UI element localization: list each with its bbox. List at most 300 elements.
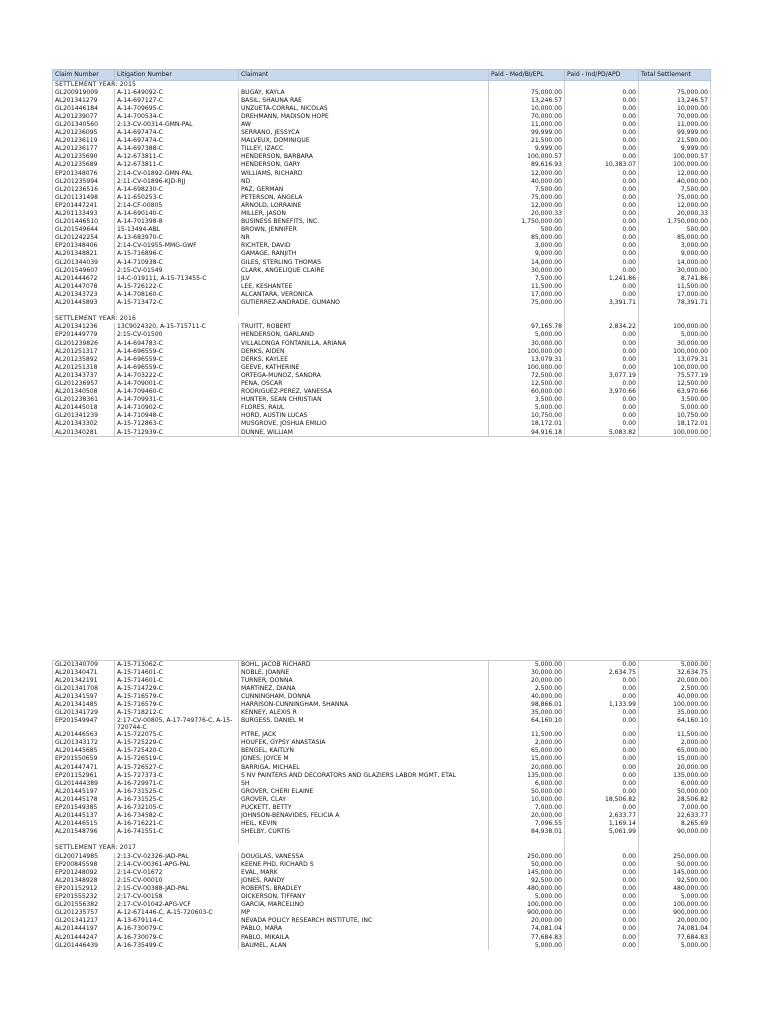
empty-cell bbox=[565, 844, 639, 852]
cell-litigation-number: A-15-716579-C bbox=[115, 693, 239, 701]
cell-paid-ind: 0.00 bbox=[565, 250, 639, 258]
cell-litigation-number: A-15-725229-C bbox=[115, 739, 239, 747]
cell-litigation-number: A-15-714729-C bbox=[115, 685, 239, 693]
cell-paid-ind: 0.00 bbox=[565, 226, 639, 234]
cell-claimant: TILLEY, IZACC bbox=[239, 145, 489, 153]
cell-total-settlement: 70,000.00 bbox=[639, 113, 711, 121]
cell-claim-number: AL201343723 bbox=[53, 291, 115, 299]
cell-litigation-number: A-11-650253-C bbox=[115, 194, 239, 202]
cell-paid-ind: 0.00 bbox=[565, 788, 639, 796]
cell-paid-ind: 0.00 bbox=[565, 869, 639, 877]
cell-claim-number: AL201348928 bbox=[53, 877, 115, 885]
cell-litigation-number: 2:13-CV-02326-JAD-PAL bbox=[115, 853, 239, 861]
cell-total-settlement: 99,999.00 bbox=[639, 129, 711, 137]
cell-paid-ind: 0.00 bbox=[565, 178, 639, 186]
cell-paid-med: 7,096.55 bbox=[489, 820, 565, 828]
cell-litigation-number: 2:15-CV-00388-JAD-PAL bbox=[115, 885, 239, 893]
cell-paid-med: 13,246.57 bbox=[489, 97, 565, 105]
cell-litigation-number: A-14-709460-C bbox=[115, 388, 239, 396]
cell-litigation-number: A-15-727373-C bbox=[115, 772, 239, 780]
cell-paid-med: 20,000.00 bbox=[489, 764, 565, 772]
cell-litigation-number: A-16-734582-C bbox=[115, 812, 239, 820]
cell-litigation-number: A-14-696559-C bbox=[115, 348, 239, 356]
empty-cell bbox=[565, 836, 639, 844]
cell-litigation-number: A-16-730079-C bbox=[115, 925, 239, 933]
cell-claimant: MILLER, JASON bbox=[239, 210, 489, 218]
spacer-row bbox=[53, 836, 711, 844]
cell-paid-ind: 0.00 bbox=[565, 661, 639, 669]
cell-claimant: ROBERTS, BRADLEY bbox=[239, 885, 489, 893]
cell-paid-med: 9,000.00 bbox=[489, 250, 565, 258]
cell-claim-number: AL201445018 bbox=[53, 404, 115, 412]
cell-paid-ind: 0.00 bbox=[565, 404, 639, 412]
cell-paid-ind: 1,133.99 bbox=[565, 701, 639, 709]
cell-total-settlement: 5,000.00 bbox=[639, 942, 711, 950]
cell-paid-med: 85,000.00 bbox=[489, 234, 565, 242]
cell-paid-ind: 0.00 bbox=[565, 121, 639, 129]
cell-claimant: DOUGLAS, VANESSA bbox=[239, 853, 489, 861]
cell-paid-ind: 0.00 bbox=[565, 137, 639, 145]
cell-claim-number: GL201340560 bbox=[53, 121, 115, 129]
cell-paid-med: 10,000.00 bbox=[489, 796, 565, 804]
empty-cell bbox=[489, 81, 565, 89]
cell-litigation-number: A-15-716579-C bbox=[115, 701, 239, 709]
cell-paid-ind: 0.00 bbox=[565, 113, 639, 121]
cell-paid-med: 135,000.00 bbox=[489, 772, 565, 780]
cell-paid-ind: 3,077.19 bbox=[565, 372, 639, 380]
table-row bbox=[53, 909, 711, 917]
cell-total-settlement: 900,000.00 bbox=[639, 909, 711, 917]
cell-total-settlement: 100,000.00 bbox=[639, 429, 711, 437]
table-row bbox=[53, 372, 711, 380]
cell-total-settlement: 2,000.00 bbox=[639, 739, 711, 747]
table-row bbox=[53, 291, 711, 299]
cell-paid-ind: 2,834.22 bbox=[565, 323, 639, 331]
cell-claim-number: GL200714985 bbox=[53, 853, 115, 861]
cell-claimant: BAUMEL, ALAN bbox=[239, 942, 489, 950]
cell-litigation-number: A-14-703222-C bbox=[115, 372, 239, 380]
table-row bbox=[53, 242, 711, 250]
cell-paid-ind: 0.00 bbox=[565, 685, 639, 693]
cell-claim-number: AL201341236 bbox=[53, 323, 115, 331]
cell-litigation-number: A-16-732105-C bbox=[115, 804, 239, 812]
cell-paid-med: 5,000.00 bbox=[489, 331, 565, 339]
cell-claim-number: AL201340471 bbox=[53, 669, 115, 677]
cell-claim-number: AL201251317 bbox=[53, 348, 115, 356]
cell-claimant: DUNNE, WILLIAM bbox=[239, 429, 489, 437]
empty-cell bbox=[639, 844, 711, 852]
cell-claim-number: EP201348406 bbox=[53, 242, 115, 250]
cell-paid-med: 30,000.00 bbox=[489, 669, 565, 677]
cell-total-settlement: 20,000.00 bbox=[639, 917, 711, 925]
empty-cell bbox=[639, 307, 711, 315]
cell-paid-med: 500.00 bbox=[489, 226, 565, 234]
cell-litigation-number: A-12-673811-C bbox=[115, 161, 239, 169]
cell-claimant: DERKS, AIDEN bbox=[239, 348, 489, 356]
cell-paid-ind: 0.00 bbox=[565, 739, 639, 747]
cell-claimant: HUNTER, SEAN CHRISTIAN bbox=[239, 396, 489, 404]
table-row bbox=[53, 925, 711, 933]
cell-paid-med: 70,000.00 bbox=[489, 113, 565, 121]
cell-paid-ind: 0.00 bbox=[565, 877, 639, 885]
cell-claim-number: EP201549385 bbox=[53, 804, 115, 812]
cell-litigation-number: 13C9024320, A-15-715711-C bbox=[115, 323, 239, 331]
cell-claim-number: AL201445685 bbox=[53, 747, 115, 755]
cell-total-settlement: 6,000.00 bbox=[639, 780, 711, 788]
cell-total-settlement: 100,000.00 bbox=[639, 161, 711, 169]
cell-claim-number: AL201445197 bbox=[53, 788, 115, 796]
table-row bbox=[53, 796, 711, 804]
cell-total-settlement: 8,265.69 bbox=[639, 820, 711, 828]
cell-claimant: GROVER, CLAY bbox=[239, 796, 489, 804]
cell-paid-ind: 18,506.82 bbox=[565, 796, 639, 804]
cell-paid-ind: 0.00 bbox=[565, 105, 639, 113]
cell-paid-ind: 2,634.75 bbox=[565, 669, 639, 677]
cell-paid-med: 900,000.00 bbox=[489, 909, 565, 917]
cell-paid-med: 35,000.00 bbox=[489, 709, 565, 717]
cell-total-settlement: 12,000.00 bbox=[639, 202, 711, 210]
cell-litigation-number: A-14-697474-C bbox=[115, 129, 239, 137]
cell-litigation-number: A-14-696559-C bbox=[115, 356, 239, 364]
cell-claimant: ND bbox=[239, 178, 489, 186]
cell-total-settlement: 28,506.82 bbox=[639, 796, 711, 804]
cell-litigation-number: A-15-714601-C bbox=[115, 677, 239, 685]
cell-total-settlement: 90,000.00 bbox=[639, 828, 711, 836]
cell-litigation-number: A-14-710938-C bbox=[115, 259, 239, 267]
cell-paid-med: 2,000.00 bbox=[489, 739, 565, 747]
cell-paid-med: 100,000.00 bbox=[489, 901, 565, 909]
table-row bbox=[53, 145, 711, 153]
header-paid-med[interactable]: Paid - Med/BI/EPL bbox=[489, 70, 565, 81]
cell-paid-ind: 0.00 bbox=[565, 356, 639, 364]
cell-claimant: EVAL, MARK bbox=[239, 869, 489, 877]
cell-paid-med: 89,616.93 bbox=[489, 161, 565, 169]
cell-paid-med: 10,750.00 bbox=[489, 412, 565, 420]
table-row bbox=[53, 739, 711, 747]
cell-litigation-number: 2:11-CV-01896-KJD-RJJ bbox=[115, 178, 239, 186]
table-row bbox=[53, 356, 711, 364]
cell-litigation-number: 2:17-CV-01042-APG-VCF bbox=[115, 901, 239, 909]
cell-paid-ind: 0.00 bbox=[565, 893, 639, 901]
cell-litigation-number: A-14-694783-C bbox=[115, 340, 239, 348]
table-row bbox=[53, 917, 711, 925]
cell-litigation-number: A-13-683970-C bbox=[115, 234, 239, 242]
cell-total-settlement: 2,500.00 bbox=[639, 685, 711, 693]
cell-claim-number: GL201556382 bbox=[53, 901, 115, 909]
cell-claim-number: GL201340709 bbox=[53, 661, 115, 669]
cell-claim-number: AL201447471 bbox=[53, 764, 115, 772]
cell-litigation-number: A-15-713472-C bbox=[115, 299, 239, 307]
empty-cell bbox=[639, 836, 711, 844]
cell-paid-med: 12,000.00 bbox=[489, 170, 565, 178]
cell-claim-number: GL201242254 bbox=[53, 234, 115, 242]
cell-total-settlement: 250,000.00 bbox=[639, 853, 711, 861]
cell-claimant: GAMAGE, RANJITH bbox=[239, 250, 489, 258]
cell-paid-med: 75,000.00 bbox=[489, 299, 565, 307]
cell-paid-med: 20,000.00 bbox=[489, 812, 565, 820]
table-row bbox=[53, 218, 711, 226]
cell-litigation-number: 2:15-CV-00010 bbox=[115, 877, 239, 885]
cell-claim-number: EP201555232 bbox=[53, 893, 115, 901]
table-row bbox=[53, 420, 711, 428]
cell-total-settlement: 7,500.00 bbox=[639, 186, 711, 194]
cell-claim-number: AL201340281 bbox=[53, 429, 115, 437]
cell-paid-ind: 0.00 bbox=[565, 755, 639, 763]
cell-total-settlement: 75,577.19 bbox=[639, 372, 711, 380]
cell-litigation-number: A-16-735499-C bbox=[115, 942, 239, 950]
table-row bbox=[53, 137, 711, 145]
cell-total-settlement: 15,000.00 bbox=[639, 755, 711, 763]
cell-paid-ind: 0.00 bbox=[565, 202, 639, 210]
cell-total-settlement: 13,079.31 bbox=[639, 356, 711, 364]
cell-claim-number: AL201348821 bbox=[53, 250, 115, 258]
cell-total-settlement: 63,970.66 bbox=[639, 388, 711, 396]
table-row bbox=[53, 178, 711, 186]
cell-claimant: ALCANTARA, VERONICA bbox=[239, 291, 489, 299]
cell-paid-ind: 0.00 bbox=[565, 145, 639, 153]
cell-paid-med: 20,000.00 bbox=[489, 917, 565, 925]
empty-cell bbox=[239, 836, 489, 844]
cell-total-settlement: 100,000.00 bbox=[639, 364, 711, 372]
cell-paid-ind: 0.00 bbox=[565, 380, 639, 388]
header-paid-ind[interactable]: Paid - Ind/PD/APD bbox=[565, 70, 639, 81]
cell-claim-number: EP201550659 bbox=[53, 755, 115, 763]
cell-paid-ind: 0.00 bbox=[565, 153, 639, 161]
cell-paid-med: 20,000.33 bbox=[489, 210, 565, 218]
table-row bbox=[53, 267, 711, 275]
cell-paid-med: 15,000.00 bbox=[489, 755, 565, 763]
cell-paid-med: 40,000.00 bbox=[489, 178, 565, 186]
table-row bbox=[53, 323, 711, 331]
cell-paid-ind: 0.00 bbox=[565, 283, 639, 291]
cell-total-settlement: 7,000.00 bbox=[639, 804, 711, 812]
cell-paid-ind: 0.00 bbox=[565, 291, 639, 299]
cell-litigation-number: A-12-671446-C, A-15-720603-C bbox=[115, 909, 239, 917]
table-row bbox=[53, 677, 711, 685]
cell-claimant: ORTEGA-MUNOZ, SANDRA bbox=[239, 372, 489, 380]
cell-litigation-number: A-15-712939-C bbox=[115, 429, 239, 437]
table-row bbox=[53, 348, 711, 356]
cell-paid-ind: 0.00 bbox=[565, 170, 639, 178]
cell-paid-med: 60,000.00 bbox=[489, 388, 565, 396]
cell-claim-number: GL201549644 bbox=[53, 226, 115, 234]
cell-paid-med: 100,000.57 bbox=[489, 153, 565, 161]
cell-paid-med: 77,684.83 bbox=[489, 934, 565, 942]
cell-litigation-number: A-15-726519-C bbox=[115, 755, 239, 763]
cell-paid-med: 100,000.00 bbox=[489, 364, 565, 372]
cell-litigation-number: 2:17-CV-00805, A-17-749776-C, A-15-720744-C bbox=[115, 717, 239, 731]
cell-claim-number: AL201236119 bbox=[53, 137, 115, 145]
cell-paid-med: 72,500.00 bbox=[489, 372, 565, 380]
table-row bbox=[53, 97, 711, 105]
cell-paid-ind: 0.00 bbox=[565, 210, 639, 218]
cell-litigation-number: 2:14-CF-00805 bbox=[115, 202, 239, 210]
cell-total-settlement: 11,500.00 bbox=[639, 283, 711, 291]
cell-claimant: JOHNSON-BENAVIDES, FELICIA A bbox=[239, 812, 489, 820]
cell-claim-number: GL201235757 bbox=[53, 909, 115, 917]
section-heading-row bbox=[53, 844, 711, 852]
cell-paid-med: 18,172.01 bbox=[489, 420, 565, 428]
cell-claim-number: AL201235892 bbox=[53, 356, 115, 364]
cell-claimant: LEE, KESHANTEE bbox=[239, 283, 489, 291]
cell-claimant: HENDERSON, BARBARA bbox=[239, 153, 489, 161]
cell-paid-ind: 0.00 bbox=[565, 331, 639, 339]
table-row bbox=[53, 202, 711, 210]
cell-paid-med: 50,000.00 bbox=[489, 788, 565, 796]
table-row bbox=[53, 259, 711, 267]
cell-paid-med: 30,000.00 bbox=[489, 340, 565, 348]
cell-claimant: DICKERSON, TIFFANY bbox=[239, 893, 489, 901]
cell-claimant: NR bbox=[239, 234, 489, 242]
cell-total-settlement: 5,000.00 bbox=[639, 661, 711, 669]
cell-paid-ind: 0.00 bbox=[565, 717, 639, 731]
cell-claimant: BENGEL, KAITLYN bbox=[239, 747, 489, 755]
cell-paid-med: 5,000.00 bbox=[489, 893, 565, 901]
cell-claim-number: AL201444197 bbox=[53, 925, 115, 933]
table-row bbox=[53, 772, 711, 780]
cell-litigation-number: 2:15-CV-01549 bbox=[115, 267, 239, 275]
table-row bbox=[53, 429, 711, 437]
cell-claim-number: EP201152961 bbox=[53, 772, 115, 780]
cell-claimant: MARTINEZ, DIANA bbox=[239, 685, 489, 693]
cell-litigation-number: A-16-716221-C bbox=[115, 820, 239, 828]
cell-claim-number: AL201446515 bbox=[53, 820, 115, 828]
cell-litigation-number: 2:14-CV-01955-MMG-GWF bbox=[115, 242, 239, 250]
table-row bbox=[53, 226, 711, 234]
table-row bbox=[53, 340, 711, 348]
cell-total-settlement: 100,000.00 bbox=[639, 348, 711, 356]
cell-claimant: KEENE PHD, RICHARD S bbox=[239, 861, 489, 869]
header-litigation-number[interactable]: Litigation Number bbox=[115, 70, 239, 81]
cell-claimant: BOHL, JACOB RICHARD bbox=[239, 661, 489, 669]
cell-paid-ind: 0.00 bbox=[565, 412, 639, 420]
table-row bbox=[53, 170, 711, 178]
cell-claim-number: GL201239826 bbox=[53, 340, 115, 348]
cell-paid-ind: 0.00 bbox=[565, 780, 639, 788]
cell-claim-number: GL201341217 bbox=[53, 917, 115, 925]
table-row bbox=[53, 853, 711, 861]
cell-litigation-number: A-16-730079-C bbox=[115, 934, 239, 942]
cell-total-settlement: 100,000.57 bbox=[639, 153, 711, 161]
cell-litigation-number: 2:14-CV-01892-GMN-PAL bbox=[115, 170, 239, 178]
cell-claimant: JONES, RANDY bbox=[239, 877, 489, 885]
cell-paid-med: 12,000.00 bbox=[489, 202, 565, 210]
spacer-row bbox=[53, 307, 711, 315]
table-row bbox=[53, 717, 711, 731]
table-row bbox=[53, 210, 711, 218]
header-claim-number[interactable]: Claim Number bbox=[53, 70, 115, 81]
cell-paid-ind: 3,970.66 bbox=[565, 388, 639, 396]
cell-claimant: JLV bbox=[239, 275, 489, 283]
cell-claim-number: AL201251318 bbox=[53, 364, 115, 372]
cell-paid-ind: 0.00 bbox=[565, 917, 639, 925]
cell-litigation-number: 15-13494-ABL bbox=[115, 226, 239, 234]
table-row bbox=[53, 194, 711, 202]
cell-claimant: ARNOLD, LORRAINE bbox=[239, 202, 489, 210]
cell-total-settlement: 35,000.00 bbox=[639, 709, 711, 717]
cell-claim-number: AL201446563 bbox=[53, 731, 115, 739]
cell-claim-number: GL201446439 bbox=[53, 942, 115, 950]
cell-total-settlement: 145,000.00 bbox=[639, 869, 711, 877]
cell-paid-med: 74,081.04 bbox=[489, 925, 565, 933]
cell-total-settlement: 12,000.00 bbox=[639, 170, 711, 178]
cell-paid-ind: 0.00 bbox=[565, 194, 639, 202]
cell-total-settlement: 50,000.00 bbox=[639, 861, 711, 869]
cell-claimant: CUNNINGHAM, DONNA bbox=[239, 693, 489, 701]
cell-total-settlement: 135,000.00 bbox=[639, 772, 711, 780]
table-row bbox=[53, 747, 711, 755]
section-heading: SETTLEMENT YEAR: 2016 bbox=[53, 315, 489, 323]
cell-claim-number: AL201235690 bbox=[53, 153, 115, 161]
table-row bbox=[53, 877, 711, 885]
cell-claimant: PABLO, MARA bbox=[239, 925, 489, 933]
cell-paid-med: 11,500.00 bbox=[489, 731, 565, 739]
cell-paid-ind: 0.00 bbox=[565, 764, 639, 772]
cell-claim-number: EP201449779 bbox=[53, 331, 115, 339]
table-row bbox=[53, 161, 711, 169]
table-body-lower bbox=[53, 661, 711, 950]
table-row bbox=[53, 412, 711, 420]
table-row bbox=[53, 299, 711, 307]
cell-claim-number: GL201446184 bbox=[53, 105, 115, 113]
cell-claim-number: AL201235689 bbox=[53, 161, 115, 169]
cell-total-settlement: 75,000.00 bbox=[639, 194, 711, 202]
cell-litigation-number: 14-C-019111, A-15-713455-C bbox=[115, 275, 239, 283]
cell-claim-number: AL201445137 bbox=[53, 812, 115, 820]
empty-cell bbox=[639, 315, 711, 323]
empty-cell bbox=[565, 307, 639, 315]
cell-total-settlement: 40,000.00 bbox=[639, 178, 711, 186]
cell-claim-number: EP201152912 bbox=[53, 885, 115, 893]
cell-total-settlement: 480,000.00 bbox=[639, 885, 711, 893]
cell-litigation-number: A-14-697474-C bbox=[115, 137, 239, 145]
table-row bbox=[53, 404, 711, 412]
cell-total-settlement: 22,633.77 bbox=[639, 812, 711, 820]
cell-litigation-number: 2:15-CV-01500 bbox=[115, 331, 239, 339]
cell-paid-med: 10,000.00 bbox=[489, 105, 565, 113]
cell-total-settlement: 75,000.00 bbox=[639, 89, 711, 97]
cell-claimant: GARCIA, MARCELINO bbox=[239, 901, 489, 909]
header-total-settlement[interactable]: Total Settlement bbox=[639, 70, 711, 81]
cell-total-settlement: 9,000.00 bbox=[639, 250, 711, 258]
table-row bbox=[53, 283, 711, 291]
cell-paid-ind: 0.00 bbox=[565, 259, 639, 267]
table-row bbox=[53, 804, 711, 812]
cell-litigation-number: A-14-700534-C bbox=[115, 113, 239, 121]
cell-litigation-number: A-14-709695-C bbox=[115, 105, 239, 113]
cell-claim-number: AL201444672 bbox=[53, 275, 115, 283]
cell-claim-number: GL201344039 bbox=[53, 259, 115, 267]
cell-paid-ind: 0.00 bbox=[565, 129, 639, 137]
header-claimant[interactable]: Claimant bbox=[239, 70, 489, 81]
empty-cell bbox=[489, 315, 565, 323]
cell-litigation-number: A-14-696559-C bbox=[115, 364, 239, 372]
cell-paid-ind: 0.00 bbox=[565, 909, 639, 917]
cell-paid-med: 145,000.00 bbox=[489, 869, 565, 877]
cell-litigation-number: A-16-731525-C bbox=[115, 796, 239, 804]
table-row bbox=[53, 901, 711, 909]
table-row bbox=[53, 250, 711, 258]
cell-claim-number: AL201341279 bbox=[53, 97, 115, 105]
cell-total-settlement: 18,172.01 bbox=[639, 420, 711, 428]
empty-cell bbox=[115, 307, 239, 315]
cell-litigation-number: A-16-731525-C bbox=[115, 788, 239, 796]
cell-paid-ind: 0.00 bbox=[565, 186, 639, 194]
cell-paid-med: 84,938.01 bbox=[489, 828, 565, 836]
cell-claimant: BUSINESS BENEFITS, INC. bbox=[239, 218, 489, 226]
cell-paid-ind: 0.00 bbox=[565, 420, 639, 428]
cell-total-settlement: 11,000.00 bbox=[639, 121, 711, 129]
